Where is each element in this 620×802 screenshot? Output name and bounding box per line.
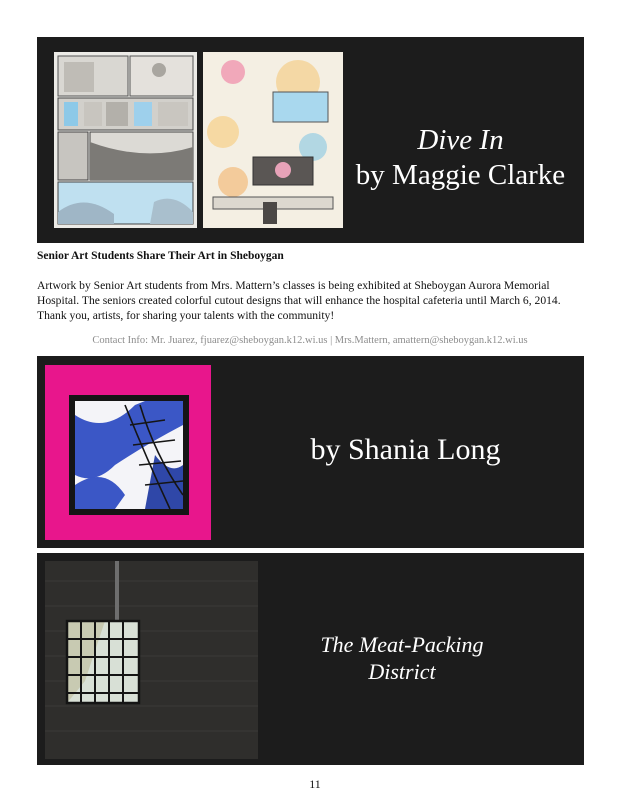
shania-long-byline: by Shania Long <box>310 433 501 466</box>
article-headline: Senior Art Students Share Their Art in Sheboygan <box>37 250 284 262</box>
meat-packing-title-line2: District <box>368 659 436 684</box>
artwork-panel-shania-long <box>37 356 584 548</box>
meat-packing-title-line1: The Meat-Packing <box>320 632 484 657</box>
artwork-panel-meat-packing <box>37 553 584 765</box>
comic-artwork-image-right <box>203 52 343 228</box>
meat-packing-artwork-image <box>45 561 258 759</box>
page-number: 11 <box>309 777 321 791</box>
artwork-title: Dive In <box>417 124 504 156</box>
comic-artwork-image-left <box>54 52 197 228</box>
artist-byline: by Maggie Clarke <box>355 159 566 191</box>
meat-packing-title <box>287 631 517 685</box>
cutout-artwork-image <box>45 365 211 540</box>
contact-info: Contact Info: Mr. Juarez, fjuarez@sheboygan.k12.wi.us | Mrs.Mattern, amattern@sheboygan.k12.wi.us <box>92 335 528 346</box>
artwork-panel-dive-in <box>37 37 584 243</box>
dive-in-caption <box>337 123 584 193</box>
article-body: Artwork by Senior Art students from Mrs. Mattern’s classes is being exhibited at Sheboygan Aurora Memorial Hospital. The seniors created colorful cutout designs that will enhance the hospital cafeteria until March 6, 2014. Thank you, artists, for sharing your talents with the community! <box>37 279 561 322</box>
